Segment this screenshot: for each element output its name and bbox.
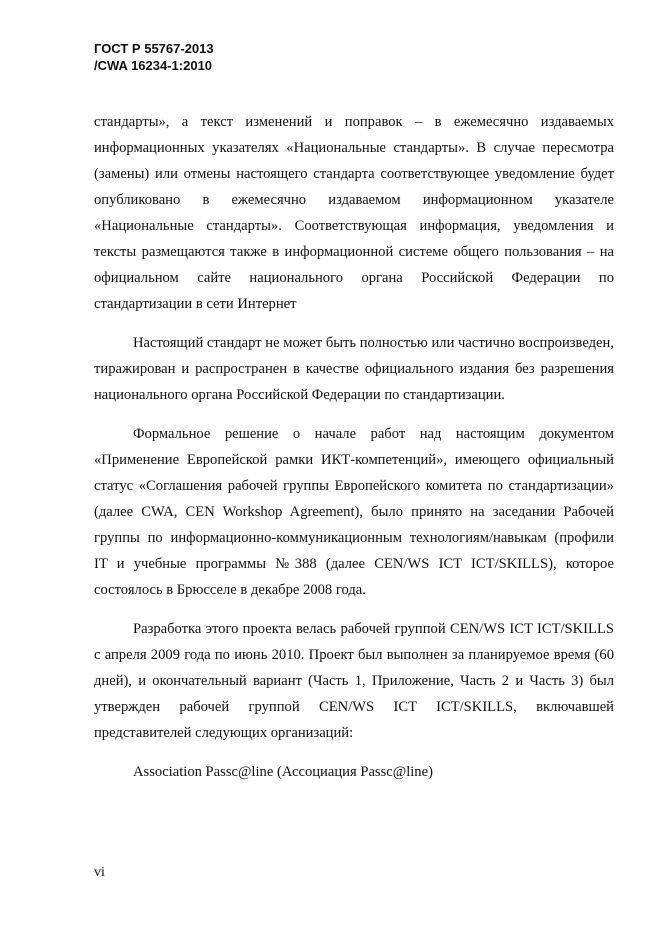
paragraph-reproduction-notice: Настоящий стандарт не может быть полностью или частично воспроизведен, тиражирован и распространен в качестве официального издания без разрешения национального органа Российской Федерации по стандартизации.: [94, 335, 614, 403]
paragraph-formal-decision: Формальное решение о начале работ над настоящим документом «Применение Европейской рамки ИКТ-компетенций», имеющего официальный статус «Соглашения рабочей группы Европейского комитета по стандартизации» (далее CWA, CEN Workshop Agreement), было принято на заседании Рабочей группы по информационно-коммуникационным технологиям/навыкам (профили IT и учебные программы №388 (далее CEN/WS ICT ICT/SKILLS), которое состоялось в Брюсселе в декабре 2008 года.: [94, 426, 614, 598]
document-body: [94, 109, 614, 798]
paragraph-continuation: стандарты», а текст изменений и поправок – в ежемесячно издаваемых информационных указателях «Национальные стандарты». В случае пересмотра (замены) или отмены настоящего стандарта соответствующее уведомление будет опубликовано в ежемесячно издаваемом информационном указателе «Национальные стандарты». Соответствующая информация, уведомления и тексты размещаются также в информационной системе общего пользования – на официальном сайте национального органа Российской Федерации по стандартизации в сети Интернет: [94, 114, 614, 312]
paragraph-development: Разработка этого проекта велась рабочей группой CEN/WS ICT ICT/SKILLS с апреля 2009 года по июнь 2010. Проект был выполнен за планируемое время (60 дней), и окончательный вариант (Часть 1, Приложение, Часть 2 и Часть 3) был утвержден рабочей группой CEN/WS ICT ICT/SKILLS, включавшей представителей следующих организаций:: [94, 621, 614, 741]
document-header: [94, 40, 214, 74]
page-number: vi: [94, 865, 105, 880]
standard-number: ГОСТ Р 55767-2013: [94, 41, 214, 56]
paragraph-organization-item: Association Passc@line (Ассоциация Passc@line): [133, 764, 433, 780]
cwa-number: /CWA 16234-1:2010: [94, 58, 213, 73]
